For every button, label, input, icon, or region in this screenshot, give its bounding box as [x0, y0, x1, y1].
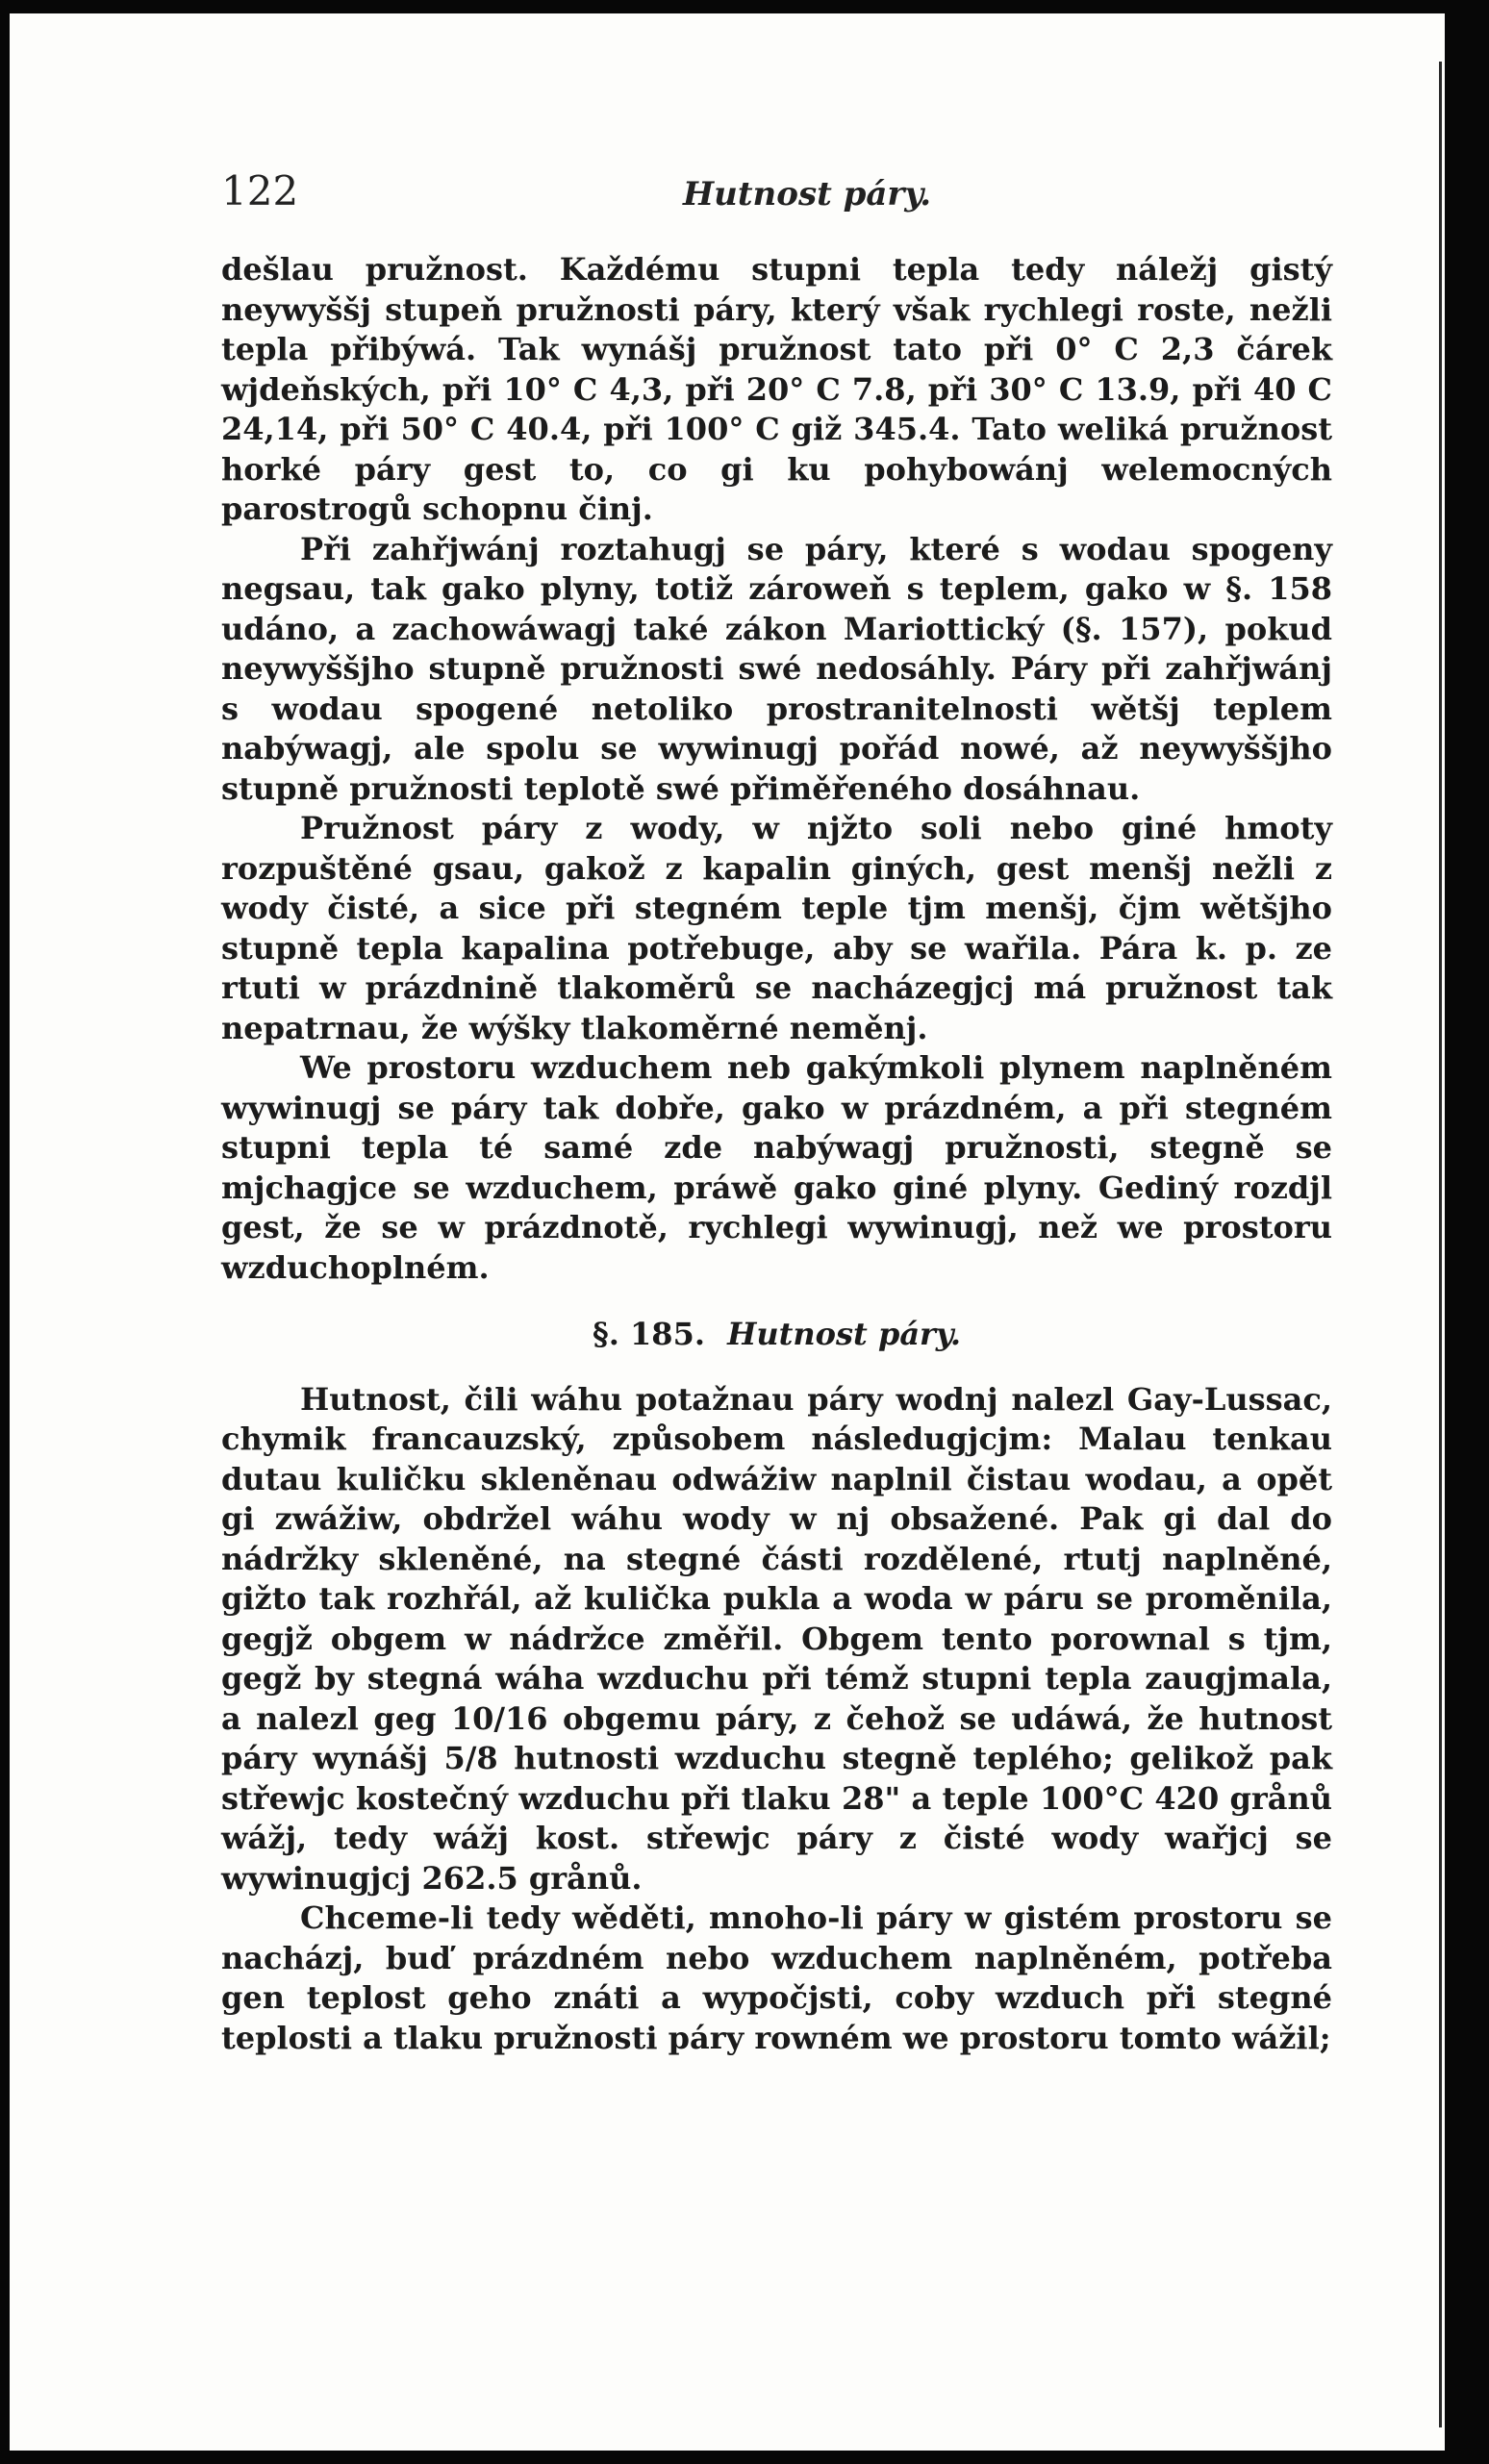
- page-edge-shadow: [1439, 62, 1442, 2427]
- section-number: §. 185.: [593, 1316, 705, 1352]
- paragraph: Chceme-li tedy wěděti, mnoho-li páry w gistém prostoru se nacházj, buď prázdném nebo wzduchem naplněném, potřeba gen teplost geho znáti a wypočjsti, coby wzduch při stegné teplosti a tlaku pružnosti páry rowném we prostoru tomto wážil;: [221, 1899, 1332, 2056]
- paragraph: dešlau pružnost. Každému stupni tepla tedy náležj gistý neywyššj stupeň pružnosti páry, který však rychlegi roste, nežli tepla přibýwá. Tak wynášj pružnost tato při 0° C 2,3 čárek wjdeňských, při 10° C 4,3, při 20° C 7.8, při 30° C 13.9, při 40 C 24,14, při 50° C 40.4, při 100° C giž 345.4. Tato weliká pružnost horké páry gest to, co gi ku pohybowánj welemocných parostrogů schopnu činj.: [221, 251, 1332, 527]
- paragraph: Při zahřjwánj roztahugj se páry, které s wodau spogeny negsau, tak gako plyny, totiž zároweň s teplem, gako w §. 158 udáno, a zachowáwagj také zákon Mariottický (§. 157), pokud neywyššjho stupně pružnosti swé nedosáhly. Páry při zahřjwánj s wodau spogené netoliko prostranitelnosti wětšj teplem nabýwagj, ale spolu se wywinugj pořád nowé, až neywyššjho stupně pružnosti teplotě swé přiměřeného dosáhnau.: [221, 530, 1332, 807]
- body-text: [221, 250, 1332, 2058]
- book-page: [10, 13, 1445, 2451]
- page-header: [221, 167, 1332, 225]
- paragraph: We prostoru wzduchem neb gakýmkoli plynem naplněném wywinugj se páry tak dobře, gako w prázdném, a při stegném stupni tepla té samé zde nabýwagj pružnosti, stegně se mjchagjce se wzduchem, práwě gako giné plyny. Gediný rozdjl gest, že se w prázdnotě, rychlegi wywinugj, než we prostoru wzduchoplném.: [221, 1049, 1332, 1286]
- section-heading: [221, 1315, 1332, 1355]
- section-title: Hutnost páry.: [727, 1316, 961, 1352]
- paragraph: Hutnost, čili wáhu potažnau páry wodnj nalezl Gay-Lussac, chymik francauzský, způsobem následugjcjm: Malau tenkau dutau kuličku skleněnau odwážiw naplnil čistau wodau, a opět gi zwážiw, obdržel wáhu wody w nj obsažené. Pak gi dal do nádržky skleněné, na stegné části rozdělené, rtutj naplněné, gižto tak rozhřál, až kulička pukla a woda w páru se proměnila, gegjž obgem w nádržce změřil. Obgem tento porownal s tjm, gegž by stegná wáha wzduchu při témž stupni tepla zaugjmala, a nalezl geg 10/16 obgemu páry, z čehož se udáwá, že hutnost páry wynášj 5/8 hutnosti wzduchu stegně teplého; gelikož pak střewjc kostečný wzduchu při tlaku 28" a teple 100°C 420 grånů wážj, tedy wážj kost. střewjc páry z čisté wody wařjcj se wywinugjcj 262.5 grånů.: [221, 1380, 1332, 1897]
- running-title: Hutnost páry.: [683, 175, 932, 214]
- page-number: 122: [221, 167, 299, 214]
- paragraph: Pružnost páry z wody, w njžto soli nebo giné hmoty rozpuštěné gsau, gakož z kapalin giných, gest menšj nežli z wody čisté, a sice při stegném teple tjm menšj, čjm wětšjho stupně tepla kapalina potřebuge, aby se wařila. Pára k. p. ze rtuti w prázdnině tlakoměrů se nacházegjcj má pružnost tak nepatrnau, že wýšky tlakoměrné neměnj.: [221, 810, 1332, 1046]
